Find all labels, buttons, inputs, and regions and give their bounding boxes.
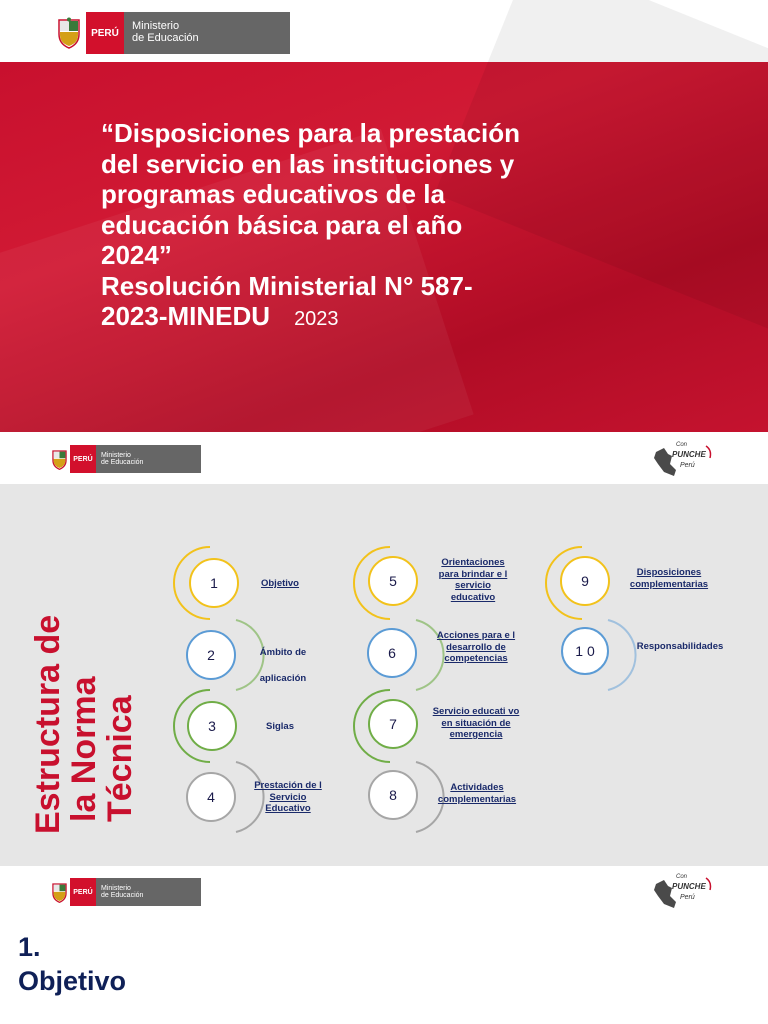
item-label-8[interactable]: Actividades complementarias bbox=[437, 782, 517, 805]
slide-header bbox=[0, 432, 768, 484]
item-circle-7: 7 bbox=[368, 699, 418, 749]
item-label-7[interactable]: Servicio educati vo en situación de emergencia bbox=[432, 706, 520, 740]
ministerio-line1: Ministerio bbox=[101, 451, 131, 459]
item-label-1[interactable]: Objetivo bbox=[260, 578, 299, 589]
peru-label: PERÚ bbox=[86, 12, 124, 54]
title-slide bbox=[0, 0, 768, 432]
slide-header bbox=[0, 866, 768, 918]
ministerio-label bbox=[124, 12, 290, 54]
minedu-logo bbox=[48, 878, 201, 906]
item-circle-9: 9 bbox=[560, 556, 610, 606]
punche-line3: Perú bbox=[680, 894, 695, 901]
objective-slide bbox=[0, 866, 768, 1024]
vertical-title-line: Técnica bbox=[101, 695, 139, 822]
ministerio-line1: Ministerio bbox=[132, 20, 180, 33]
punche-line2: PUNCHE bbox=[672, 450, 706, 459]
item-circle-8: 8 bbox=[368, 770, 418, 820]
item-circle-1: 1 bbox=[189, 558, 239, 608]
ministerio-line2: de Educación bbox=[132, 32, 199, 44]
item-circle-4: 4 bbox=[186, 772, 236, 822]
item-label-5[interactable]: Orientaciones para brindar e l servicio educativo bbox=[438, 557, 508, 603]
item-circle-6: 6 bbox=[367, 628, 417, 678]
title-line: Resolución Ministerial N° 587- bbox=[101, 270, 473, 301]
item-circle-10: 1 0 bbox=[561, 627, 609, 675]
item-label-6[interactable]: Acciones para e l desarrollo de competencias bbox=[436, 630, 516, 664]
minedu-logo bbox=[48, 445, 201, 473]
section-number: 1. bbox=[18, 932, 41, 962]
title-line: educación básica para el año bbox=[101, 209, 463, 240]
coat-of-arms-icon bbox=[48, 445, 70, 473]
punche-line2: PUNCHE bbox=[672, 882, 706, 891]
peru-label: PERÚ bbox=[70, 878, 96, 906]
item-label-2: Ámbito de aplicación bbox=[259, 647, 307, 684]
con-punche-peru-logo bbox=[650, 872, 714, 912]
slide-title bbox=[101, 118, 661, 335]
minedu-logo bbox=[52, 12, 290, 54]
title-line: programas educativos de la bbox=[101, 179, 445, 209]
ministerio-line1: Ministerio bbox=[101, 884, 131, 892]
ministerio-line2: de Educación bbox=[101, 892, 144, 899]
vertical-title-line: la Norma bbox=[65, 676, 103, 822]
con-punche-peru-logo bbox=[650, 440, 714, 480]
ministerio-line2: de Educación bbox=[101, 459, 144, 466]
punche-line1: Con bbox=[676, 874, 688, 880]
peru-label: PERÚ bbox=[70, 445, 96, 473]
vertical-title-line: Estructura de bbox=[29, 614, 67, 834]
item-label-4[interactable]: Prestación de l Servicio Educativo bbox=[254, 780, 322, 814]
item-circle-3: 3 bbox=[187, 701, 237, 751]
section-title: Objetivo bbox=[18, 966, 127, 996]
item-circle-2: 2 bbox=[186, 630, 236, 680]
resolution-number: 2023-MINEDU bbox=[101, 301, 271, 331]
year-label: 2023 bbox=[294, 308, 339, 330]
ministerio-label bbox=[96, 445, 201, 473]
item-label-9[interactable]: Disposiciones complementarias bbox=[629, 567, 709, 590]
ministerio-label bbox=[96, 878, 201, 906]
punche-line3: Perú bbox=[680, 462, 695, 469]
coat-of-arms-icon bbox=[48, 878, 70, 906]
title-line: “Disposiciones para la prestación bbox=[101, 118, 521, 148]
item-circle-5: 5 bbox=[368, 556, 418, 606]
section-heading bbox=[18, 930, 126, 998]
coat-of-arms-icon bbox=[52, 12, 86, 54]
item-label-3: Siglas bbox=[266, 721, 294, 732]
title-line: 2024” bbox=[101, 240, 172, 270]
item-label-10: Responsabilidades bbox=[636, 641, 724, 652]
punche-line1: Con bbox=[676, 442, 688, 448]
title-line bbox=[101, 301, 661, 335]
vertical-title bbox=[28, 584, 138, 834]
title-line: del servicio en las instituciones y bbox=[101, 148, 515, 179]
